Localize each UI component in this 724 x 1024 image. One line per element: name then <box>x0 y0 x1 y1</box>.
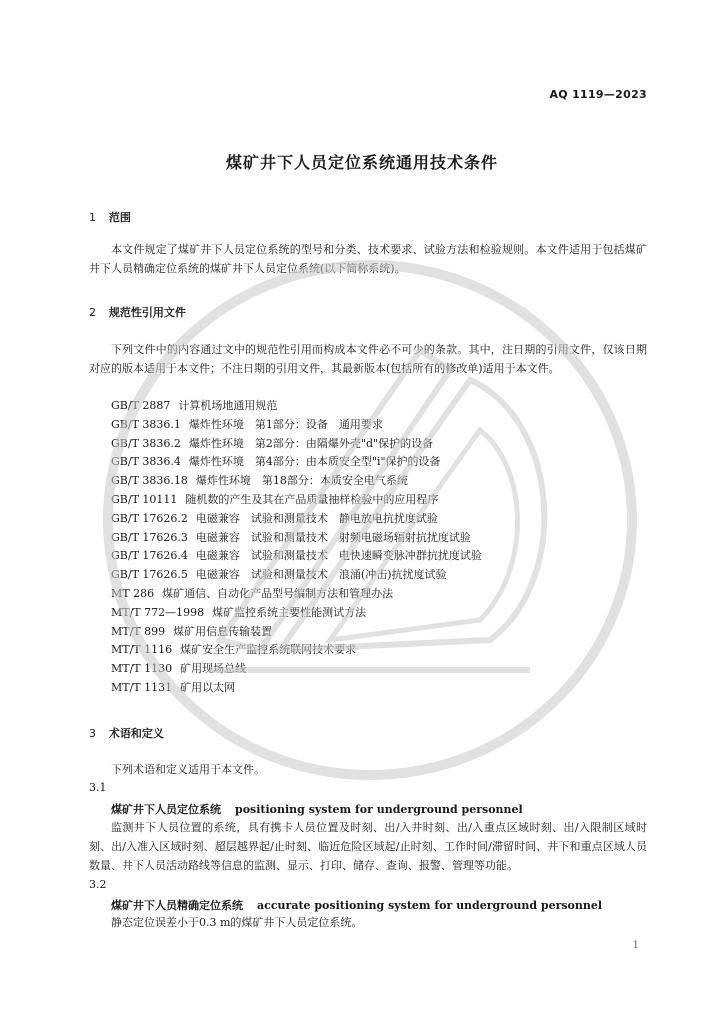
reference-item: GB/T 3836.18 爆炸性环境 第18部分：本质安全电气系统 <box>111 474 408 488</box>
term-chinese: 煤矿井下人员精确定位系统 <box>111 899 243 912</box>
terms-intro: 下列术语和定义适用于本文件。 <box>111 763 265 776</box>
reference-item: GB/T 3836.1 爆炸性环境 第1部分：设备 通用要求 <box>111 417 383 431</box>
reference-item: MT/T 1131 矿用以太网 <box>111 680 236 694</box>
reference-item: GB/T 2887 计算机场地通用规范 <box>111 399 278 412</box>
term-english: accurate positioning system for underground personnel <box>257 899 603 912</box>
reference-item: MT/T 1116 煤矿安全生产监控系统联网技术要求 <box>111 643 357 657</box>
section-title: 规范性引用文件 <box>108 306 186 319</box>
section-1-heading <box>89 209 131 225</box>
standard-code: AQ 1119—2023 <box>549 88 647 101</box>
document-title: 煤矿井下人员定位系统通用技术条件 <box>225 153 498 172</box>
term-english: positioning system for underground personnel <box>235 803 523 816</box>
reference-item: GB/T 10111 随机数的产生及其在产品质量抽样检验中的应用程序 <box>111 492 439 506</box>
references-intro: 下列文件中的内容通过文中的规范性引用而构成本文件必不可少的条款。其中，注日期的引用文件，仅该日期对应的版本适用于本文件；不注日期的引用文件，其最新版本(包括所有的修改单)适用于本文件。 <box>89 343 647 375</box>
term-heading <box>111 801 523 817</box>
reference-item: GB/T 17626.2 电磁兼容 试验和测量技术 静电放电抗扰度试验 <box>111 511 438 525</box>
reference-item: GB/T 17626.4 电磁兼容 试验和测量技术 电快速瞬变脉冲群抗扰度试验 <box>111 549 482 563</box>
section-2-heading <box>89 304 186 320</box>
reference-list <box>111 397 482 698</box>
term-definition: 监测井下人员位置的系统，具有携卡人员位置及时刻、出/入井时刻、出/入重点区域时刻、出/入限制区域时刻、出/入准入区域时刻、超层越界起/止时刻、临近危险区域起/止时刻、工作时间/滞留时间、井下和重点区域人员数量、井下人员活动路线等信息的监测、显示、打印、储存、查询、报警、管理等功能。 <box>89 821 647 872</box>
reference-item: GB/T 3836.4 爆炸性环境 第4部分：由本质安全型"i"保护的设备 <box>111 455 441 469</box>
scope-paragraph: 本文件规定了煤矿井下人员定位系统的型号和分类、技术要求、试验方法和检验规则。本文件适用于包括煤矿井下人员精确定位系统的煤矿井下人员定位系统(以下简称系统)。 <box>89 243 647 275</box>
term-heading <box>111 897 602 913</box>
reference-item: MT/T 899 煤矿用信息传输装置 <box>111 624 273 638</box>
clause-number: 3.1 <box>89 781 107 794</box>
page-number: 1 <box>632 940 639 951</box>
reference-item: GB/T 17626.3 电磁兼容 试验和测量技术 射频电磁场辐射抗扰度试验 <box>111 530 471 544</box>
section-title: 范围 <box>108 211 131 224</box>
term-definition: 静态定位误差小于0.3 m的煤矿井下人员定位系统。 <box>111 916 363 929</box>
reference-item: MT/T 1130 矿用现场总线 <box>111 662 247 676</box>
section-3-heading <box>89 725 164 741</box>
reference-item: GB/T 3836.2 爆炸性环境 第2部分：由隔爆外壳"d"保护的设备 <box>111 436 434 450</box>
reference-item: MT/T 772—1998 煤矿监控系统主要性能测试方法 <box>111 605 367 619</box>
reference-item: GB/T 17626.5 电磁兼容 试验和测量技术 浪涌(冲击)抗扰度试验 <box>111 568 447 582</box>
section-number: 3 <box>89 727 96 740</box>
section-title: 术语和定义 <box>108 727 164 740</box>
section-number: 2 <box>89 306 96 319</box>
clause-number: 3.2 <box>89 878 107 891</box>
section-number: 1 <box>89 211 96 224</box>
reference-item: MT 286 煤矿通信、自动化产品型号编制方法和管理办法 <box>111 586 394 600</box>
term-chinese: 煤矿井下人员定位系统 <box>111 803 221 816</box>
